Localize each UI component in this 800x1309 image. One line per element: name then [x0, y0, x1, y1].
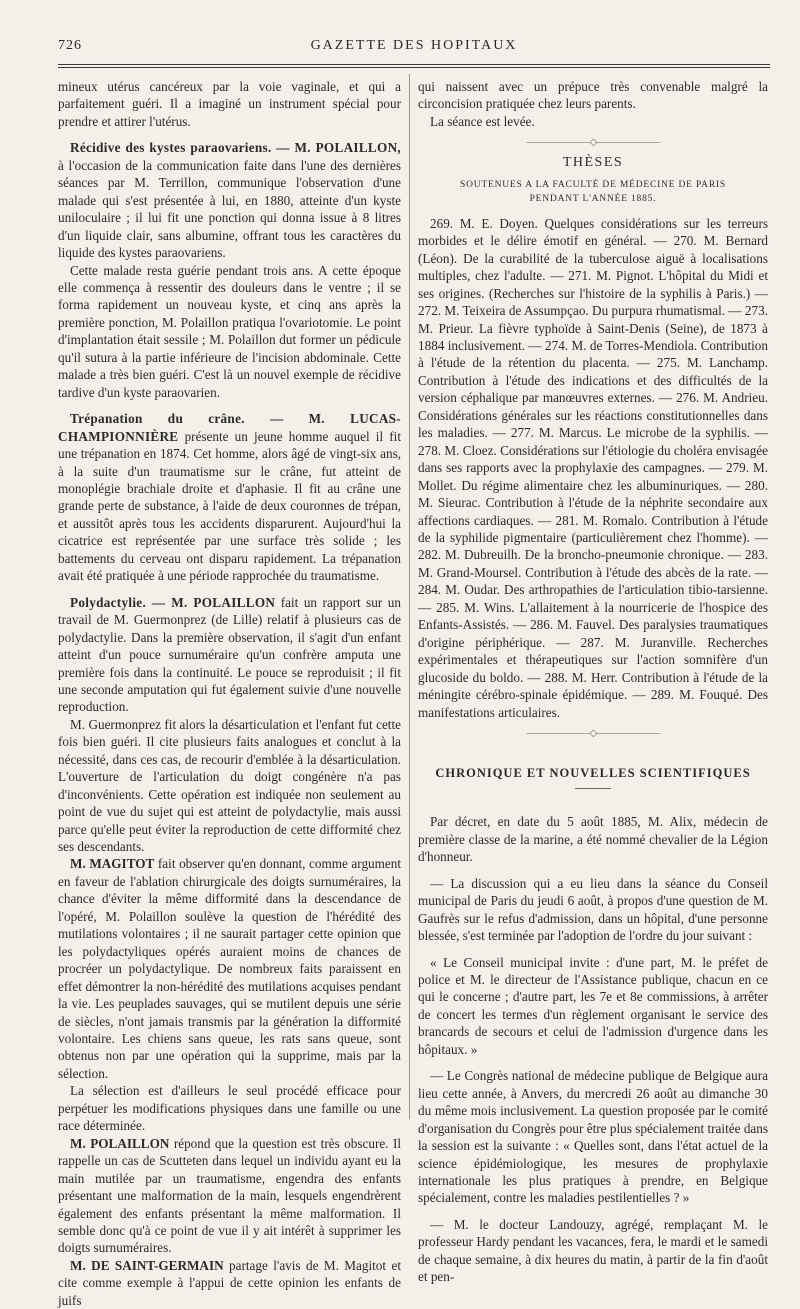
- paragraph: « Le Conseil municipal invite : d'une part, M. le préfet de police et M. le directeur de l'Assistance publique, chacun en ce qui le concerne ; d'autre part, les 7e et 8e commissions, à arrêter de concert les termes d'un règlement organisant le service des brancards de secours et celui de l'admission d'urgence dans les hôpitaux. »: [418, 954, 768, 1057]
- page-number: 726: [58, 38, 82, 53]
- paragraph: — M. le docteur Landouzy, agrégé, remplaçant M. le professeur Hardy pendant les vacances, fera, le mardi et le samedi de chaque semaine, à dix heures du matin, à partir de la fin d'août et pen-: [418, 1216, 768, 1285]
- header-rule-bottom: [58, 67, 770, 68]
- paragraph: La séance est levée.: [430, 113, 535, 129]
- section-title-theses: THÈSES: [562, 155, 624, 171]
- paragraph: M. MAGITOT fait observer qu'en donnant, comme argument en faveur de l'ablation chirurgicale des doigts surnuméraires, la chance d'éviter la même difformité dans la descendance de l'opéré, M. Polaillon soulève la question de l'hérédité des mutilations volontaires ; il ne saurait partager cette opinion que les polydactyliques opérés auraient moins de chances de procréer un polydactylique. De nombreux faits paraissent en effet démontrer la non-hérédité des mutilations acquises pendant la vie. Les peuplades sauvages, qui se mutilent depuis une série de siècles, n'ont jamais transmis par la génération la difformité volontaire. Les chiens sans queue, les rats sans queue, sont obtenus non par une opération qui la supprime, mais par la sélection.: [58, 856, 401, 1081]
- paragraph: Récidive des kystes paraovariens. — M. POLAILLON, à l'occasion de la communication faite dans l'une des dernières séances par M. Terrillon, communique l'observation d'une malade qui s'est présentée à lui, en 1880, atteinte d'un kyste uniloculaire ; il lui fit une ponction qui donna issue à 8 litres d'un liquide clair, sans albumine, offrant tous les caractères du liquide des kystes paraovariens.: [58, 140, 401, 261]
- short-rule: [575, 788, 611, 789]
- journal-title: GAZETTE DES HOPITAUX: [310, 38, 518, 53]
- paragraph: qui naissent avec un prépuce très convenable malgré la circoncision pratiquée chez leurs parents.: [418, 79, 768, 112]
- running-header: [58, 38, 770, 58]
- paragraph: — Le Congrès national de médecine publique de Belgique aura lieu cette année, à Anvers, du mercredi 26 août au dimanche 30 du même mois inclusivement. La question proposée par le comité d'organisation du Congrès pour être plus spécialement traitée dans la session est la suivante : « Quelles sont, dans l'état actuel de la science épidémiologique, les mesures de prophylaxie internationale les plus pratiques à prendre, en Belgique spécialement, contre les maladies pestilentielles ? »: [418, 1068, 768, 1206]
- paragraph: Polydactylie. — M. POLAILLON fait un rapport sur un travail de M. Guermonprez (de Lille) relatif à plusieurs cas de polydactylie. Dans la première observation, il s'agit d'un enfant atteint d'un pouce surnuméraire qu'un confrère amputa une première fois dans la continuité. Le pouce se reproduisit ; il fit une seconde amputation qui fut également suivie d'une nouvelle reproduction.: [58, 594, 401, 715]
- left-column: [58, 78, 401, 1309]
- section-heading: Polydactylie. — M. POLAILLON: [70, 594, 276, 610]
- header-rule-top: [58, 64, 770, 65]
- speaker-name: M. POLAILLON: [70, 1135, 170, 1151]
- paragraph: — La discussion qui a eu lieu dans la séance du Conseil municipal de Paris du jeudi 6 août, à propos d'une question de M. Gaufrès sur le refus d'admission, dans un hôpital, d'une personne blessée, s'est terminée par l'adoption de l'ordre du jour suivant :: [418, 875, 768, 944]
- paragraph: Par décret, en date du 5 août 1885, M. Alix, médecin de première classe de la marine, a été nommé chevalier de la Légion d'honneur.: [418, 814, 768, 865]
- speaker-name: M. MAGITOT: [70, 856, 155, 872]
- paragraph: mineux utérus cancéreux par la voie vaginale, et qui a parfaitement guéri. Il a imaginé un instrument spécial pour prendre et attirer l'utérus.: [58, 79, 401, 129]
- theses-list: 269. M. E. Doyen. Quelques considérations sur les terreurs morbides et le délire émotif en général. — 270. M. Bernard (Léon). De la curabilité de la tuberculose aiguë à localisations multiples, chez l'adulte. — 271. M. Pignot. L'hôpital du Midi et ses origines. (Recherches sur l'histoire de la syphilis à Paris.) — 272. M. Teixeira de Assumpçao. Du purpura rhumatismal. — 273. M. Prieur. La fièvre typhoïde à Saint-Denis (Seine), de 1873 à 1884 inclusivement. — 274. M. de Torres-Mendiola. Contribution à l'étude de la rétention du placenta. — 275. M. Lanchamp. Contribution à l'étude des indications et des difficultés de la version céphalique par manœuvres externes. — 276. M. Andrieu. Considérations générales sur les réactions constitutionnelles dans les maladies. — 277. M. Marcus. Le microbe de la syphilis. — 278. M. Cloez. Considérations sur l'étiologie du choléra envisagée dans ses rapports avec la prophylaxie des campagnes. — 279. M. Mollet. Du régime alimentaire chez les albuminuriques. — 280. M. Sieurac. Contribution à l'étude de la néphrite secondaire aux affections cardiaques. — 281. M. Romalo. Contribution à l'étude de la syphilide pigmentaire (particulièrement chez l'homme). — 282. M. Dubreuilh. De la broncho-pneumonie chronique. — 283. M. Grand-Moursel. Contribution à l'étude des abcès de la rate. — 284. M. Oudar. Des arthropathies de l'articulation tibio-tarsienne. — 285. M. Wins. L'allaitement à la nourricerie de l'hospice des Enfants-Assistés. — 286. M. Fauvel. Des paralysies traumatiques d'origine périphérique. — 287. M. Juranville. Recherches expérimentales et thérapeutiques sur l'action somnifère d'un glucoside du boldo. — 288. M. Herr. Contribution à l'étude de la méningite cérébro-spinale épidémique. — 289. M. Fouqué. Des manifestations articulaires.: [418, 215, 768, 720]
- paragraph: La sélection est d'ailleurs le seul procédé efficace pour perpétuer les modifications physiques dans une famille ou une race déterminée.: [58, 1083, 401, 1134]
- speaker-name: M. DE SAINT-GERMAIN: [70, 1257, 224, 1273]
- ornament-divider: ———————◇———————: [526, 137, 660, 149]
- right-column: [418, 78, 768, 1286]
- theses-subtitle: SOUTENUES A LA FACULTÉ DE MÉDECINE DE PARIS PENDANT L'ANNÉE 1885.: [459, 179, 727, 204]
- paragraph: M. POLAILLON répond que la question est très obscure. Il rappelle un cas de Scutteten dans lequel un individu ayant eu la main mutilée par un traumatisme, engendra des enfants présentant une malformation de la main, lesquels engendrèrent également des enfants présentant la même malformation. Il semble donc qu'à ce point de vue il y ait intérêt à supprimer les doigts surnuméraires.: [58, 1135, 402, 1256]
- paragraph: Trépanation du crâne. — M. LUCAS-CHAMPIONNIÈRE présente un jeune homme auquel il fit une trépanation en 1874. Cet homme, alors âgé de vingt-six ans, à la suite d'un traumatisme sur le crâne, fut atteint de monoplégie brachiale droite et d'aphasie. Il fit au crâne une grande perte de substance, à l'aide de deux couronnes de trépan, et aussitôt après tous les accidents disparurent. Aujourd'hui la cicatrice est représentée par une surface très solide ; les battements du cerveau ont disparu rapidement. La trépanation avait été pratiquée à une période rapprochée du traumatisme.: [58, 411, 402, 584]
- ornament-divider: ———————◇———————: [526, 727, 660, 739]
- section-title-chronique: CHRONIQUE ET NOUVELLES SCIENTIFIQUES: [435, 765, 751, 780]
- paragraph: Cette malade resta guérie pendant trois ans. A cette époque elle commença à ressentir des douleurs dans le ventre ; il se forma rapidement un nouveau kyste, et cinq ans après la première ponction, M. Polaillon pratiqua l'ovariotomie. Le point d'implantation était sessile ; M. Polaillon dut former un pédicule qu'il sutura à la partie inférieure de l'incision abdominale. Cette malade a très bien guéri. C'est là un nouvel exemple de récidive tardive d'un kyste paraovarien.: [58, 262, 401, 400]
- paragraph: M. Guermonprez fit alors la désarticulation et l'enfant fut cette fois bien guéri. Il cite plusieurs faits analogues et conclut à la nécessité, dans ces cas, de recourir d'emblée à la désarticulation. L'ouverture de l'articulation du doigt congénère n'a pas d'inconvénients. Cette opération est indiquée non seulement au point de vue du sujet qui est atteint de polydactylie, mais aussi parce qu'elle peut éviter la reproduction de cette difformité chez ses descendants.: [58, 716, 401, 855]
- paragraph: M. DE SAINT-GERMAIN partage l'avis de M. Magitot et cite comme exemple à l'appui de cette opinion les enfants de juifs: [58, 1257, 401, 1308]
- section-heading: Trépanation du crâne. — M. LUCAS-CHAMPIONNIÈRE: [58, 411, 401, 444]
- column-separator: [409, 74, 410, 1119]
- section-heading: Récidive des kystes paraovariens. — M. POLAILLON,: [70, 140, 401, 156]
